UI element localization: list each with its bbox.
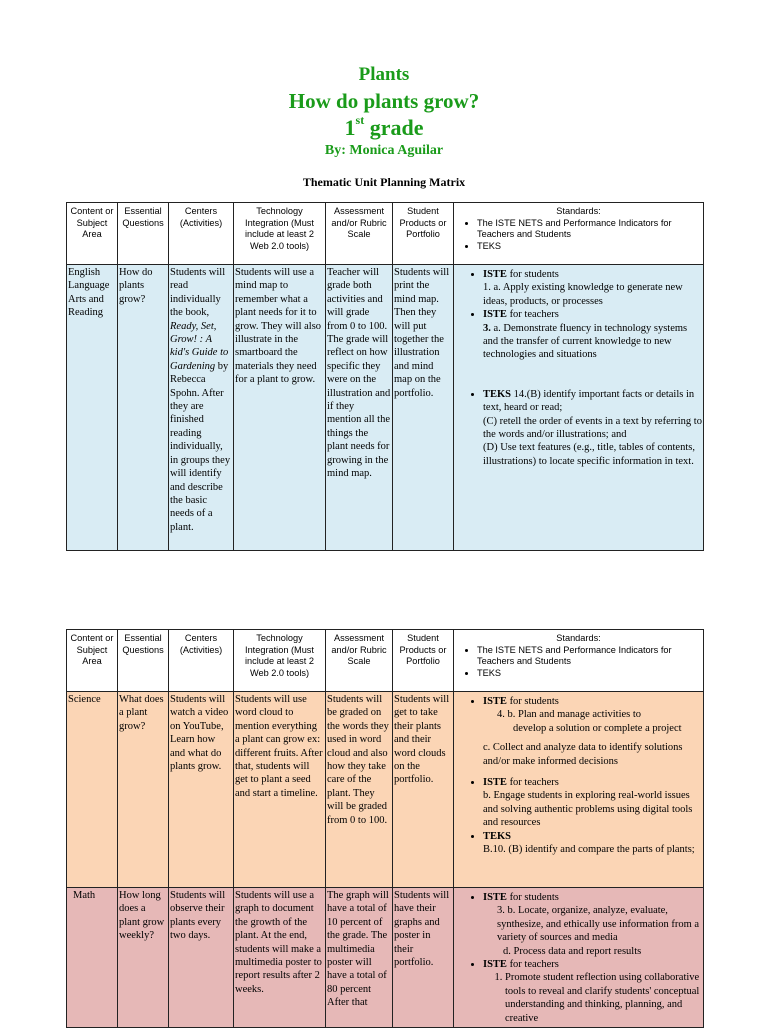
cell-content-ela: English Language Arts and Reading <box>67 265 118 551</box>
cell-content-math: Math <box>67 888 118 1028</box>
standards-item: • The ISTE NETS and Performance Indicators for Teachers and Students <box>477 218 702 241</box>
author-line: By: Monica Aguilar <box>324 143 444 158</box>
cell-standards-math: • ISTE for students 3. b. Locate, organize, analyze, evaluate, synthesize, and ethically use information from a variety of sources and media d. Process data and report results • ISTE for teachers 1. Promote student reflection using collaborative tools to reveal and clarify students' conceptual understanding and thinking, planning, and creative <box>454 888 704 1028</box>
book-title: Ready, Set, Grow! : A kid's Guide to Gardening <box>170 320 229 372</box>
matrix-title: Thematic Unit Planning Matrix <box>302 175 466 189</box>
standards-item: • TEKS <box>477 241 702 253</box>
cell-products-ela: Students will print the mind map. Then they will put together the illustration and mind map on the portfolio. <box>393 265 454 551</box>
header-content-area: Content or Subject Area <box>67 203 118 265</box>
cell-question-math: How long does a plant grow weekly? <box>118 888 169 1028</box>
cell-assessment-math: The graph will have a total of 10 percent of the grade. The multimedia poster will have a total of 80 percent After that <box>326 888 393 1028</box>
grade-heading: 1st grade <box>344 113 424 140</box>
cell-technology-science: Students will use word cloud to mention everything a plant can grow ex: different fruits. After that, students will get to plant a seed and start a timeline. <box>234 692 326 888</box>
header-technology: Technology Integration (Must include at least 2 Web 2.0 tools) <box>234 203 326 265</box>
cell-standards-science: • ISTE for students 4. b. Plan and manage activities to develop a solution or complete a project c. Collect and analyze data to identify solutions and/or make informed decisions • ISTE for teachers b. Engage students in exploring real-world issues and solving authentic problems using digital tools and resources • TEKS B.10. (B) identify and compare the parts of plants; <box>454 692 704 888</box>
cell-standards-ela: • ISTE for students 1. a. Apply existing knowledge to generate new ideas, products, or processes • ISTE for teachers 3. a. Demonstrate fluency in technology systems and the transfer of current knowledge to new technologies and situations • TEKS 14.(B) identify important facts or details in text, heard or read; (C) retell the order of events in a text by referring to the words and/or illustrations; and (D) Use text features (e.g., title, tables of contents, illustrations) to locate specific information in text. <box>454 265 704 551</box>
cell-products-science: Students will get to take their plants and their word clouds on the portfolio. <box>393 692 454 888</box>
header-essential-questions: Essential Questions <box>118 203 169 265</box>
cell-assessment-science: Students will be graded on the words they used in word cloud and also how they take care of the plant. They will be graded from 0 to 100. <box>326 692 393 888</box>
header-standards: Standards: • The ISTE NETS and Performance Indicators for Teachers and Students • TEKS <box>454 203 704 265</box>
header-products: Student Products or Portfolio <box>393 630 454 692</box>
cell-centers-ela: Students will read individually the book, Ready, Set, Grow! : A kid's Guide to Gardening by Rebecca Spohn. After they are finished reading individually, in groups they will identify and describe the basic needs of a plant. <box>169 265 234 551</box>
cell-question-science: What does a plant grow? <box>118 692 169 888</box>
planning-matrix-table-2 <box>66 629 704 1028</box>
header-centers: Centers (Activities) <box>169 630 234 692</box>
cell-technology-math: Students will use a graph to document the growth of the plant. At the end, students will make a multimedia poster to report results after 2 weeks. <box>234 888 326 1028</box>
header-assessment: Assessment and/or Rubric Scale <box>326 203 393 265</box>
header-products: Student Products or Portfolio <box>393 203 454 265</box>
page-title: Plants <box>358 64 410 85</box>
cell-centers-science: Students will watch a video on YouTube, Learn how and what do plants grow. <box>169 692 234 888</box>
header-centers: Centers (Activities) <box>169 203 234 265</box>
header-content-area: Content or Subject Area <box>67 630 118 692</box>
standards-item: • The ISTE NETS and Performance Indicators for Teachers and Students <box>477 645 702 668</box>
essential-question-heading: How do plants grow? <box>288 89 480 113</box>
cell-question-ela: How do plants grow? <box>118 265 169 551</box>
header-essential-questions: Essential Questions <box>118 630 169 692</box>
cell-products-math: Students will have their graphs and poster in their portfolio. <box>393 888 454 1028</box>
cell-technology-ela: Students will use a mind map to remember what a plant needs for it to grow. They will also illustrate in the smartboard the materials they need for a plant to grow. <box>234 265 326 551</box>
cell-content-science: Science <box>67 692 118 888</box>
standards-item: • TEKS <box>477 668 702 680</box>
header-technology: Technology Integration (Must include at least 2 Web 2.0 tools) <box>234 630 326 692</box>
cell-centers-math: Students will observe their plants every two days. <box>169 888 234 1028</box>
cell-assessment-ela: Teacher will grade both activities and will grade from 0 to 100. The grade will reflect on how specific they were on the illustration and if they mention all the things the plant needs for growing in the mind map. <box>326 265 393 551</box>
planning-matrix-table-1 <box>66 202 704 551</box>
header-assessment: Assessment and/or Rubric Scale <box>326 630 393 692</box>
header-standards: Standards: • The ISTE NETS and Performance Indicators for Teachers and Students • TEKS <box>454 630 704 692</box>
